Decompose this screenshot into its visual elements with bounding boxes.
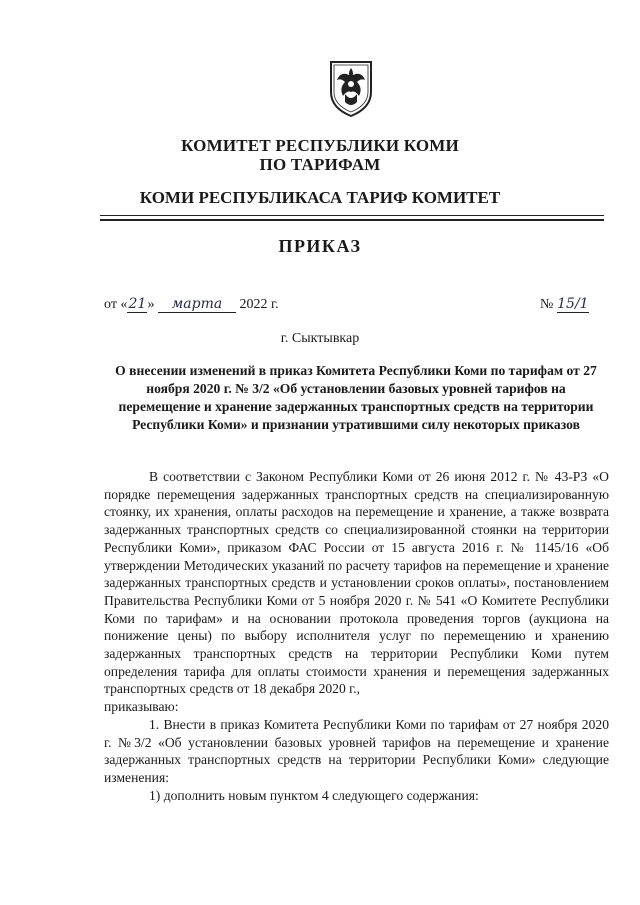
date-day: 21 (128, 296, 147, 312)
document-city: г. Сыктывкар (280, 331, 360, 346)
body-paragraph-preamble: В соответствии с Законом Республики Коми от 26 июня 2012 г. № 43-РЗ «О порядке перемещения задержанных транспортных средств на специализированную стоянку, их хранения, оплаты расходов на перемещение и хранение, а также возврата задержанных транспортных средств со специализированной стоянки на территории Республики Коми», приказом ФАС России от 15 августа 2016 г. № 1145/16 «Об утверждении Методических указаний по расчету тарифов на перемещение и хранение задержанных транспортных средств и установлении сроков оплаты», постановлением Правительства Республики Коми от 5 ноября 2020 г. № 541 «О Комитете Республики Коми по тарифам» и на основании протокола проведения торгов (аукциона на понижение цены) по выбору исполнителя услуг по перемещению и хранению задержанных транспортных средств на территории Республики Коми путем определения тарифа для оплаты стоимости хранения и перемещения задержанных транспортных средств от 18 декабря 2020 г., (104, 469, 609, 697)
date-mid: » (147, 297, 155, 312)
body-paragraph-subitem-1: 1) дополнить новым пунктом 4 следующего содержания: (149, 787, 479, 803)
org-name-komi: КОМИ РЕСПУБЛИКАСА ТАРИФ КОМИТЕТ (139, 188, 501, 207)
date-month: марта (158, 296, 236, 313)
number-value: 15/1 (557, 296, 589, 312)
date-year: 2022 г. (239, 297, 279, 312)
document-subject: О внесении изменений в приказ Комитета Республики Коми по тарифам от 27 ноября 2020 г. № 3/2 «Об установлении базовых уровней тарифов на перемещение и хранение задержанных транспортных средств на территории Республики Коми» и признании утратившими силу некоторых приказов (115, 363, 597, 432)
body-paragraph-item-1: 1. Внести в приказ Комитета Республики Коми по тарифам от 27 ноября 2020 г. №3/2 «Об установлении базовых уровней тарифов на перемещение и хранение задержанных транспортных средств на территории Республики Коми» следующие изменения: (104, 716, 609, 785)
document-body (104, 468, 609, 804)
header-divider-thick (100, 219, 604, 221)
document-date (104, 296, 279, 313)
body-paragraph-order: приказываю: (104, 699, 179, 715)
document-number (540, 296, 589, 313)
date-prefix: от « (104, 297, 128, 312)
document-title: ПРИКАЗ (278, 236, 362, 256)
komi-coat-of-arms-icon (327, 58, 375, 120)
org-name-line2: ПО ТАРИФАМ (259, 155, 381, 174)
number-prefix: № (540, 297, 554, 312)
header-divider-thin (100, 215, 604, 216)
org-name-line1: КОМИТЕТ РЕСПУБЛИКИ КОМИ (181, 136, 459, 155)
